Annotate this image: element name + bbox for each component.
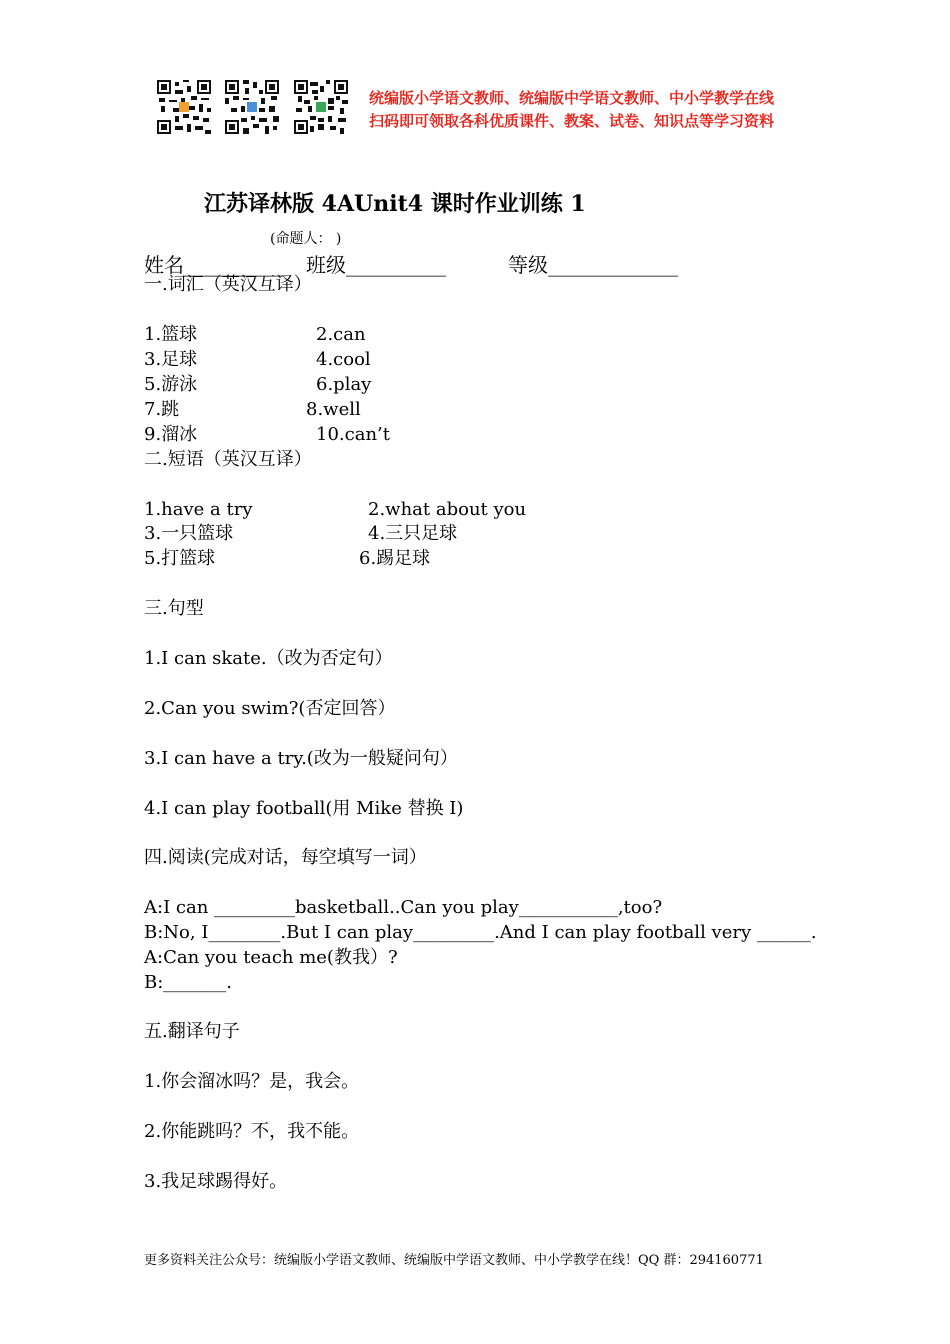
sentence-item: 1.I can skate.（改为否定句） <box>144 648 393 669</box>
phrase-item: 3.一只篮球 <box>144 523 234 544</box>
sentence-item: 3.I can have a try.(改为一般疑问句） <box>144 748 458 769</box>
section-5-heading: 五.翻译句子 <box>144 1021 240 1042</box>
vocab-item: 10.can’t <box>316 424 390 445</box>
translation-item: 2.你能跳吗？不，我不能。 <box>144 1121 360 1142</box>
vocab-item: 6.play <box>316 374 372 395</box>
footer-text: 更多资料关注公众号：统编版小学语文教师、统编版中学语文教师、中小学教学在线！QQ 群：294160771 <box>144 1253 764 1268</box>
phrase-item: 6.踢足球 <box>359 548 431 569</box>
vocab-item: 8.well <box>306 399 361 420</box>
sentence-item: 4.I can play football(用 Mike 替换 I) <box>144 798 464 819</box>
vocab-item: 3.足球 <box>144 349 198 370</box>
vocab-item: 5.游泳 <box>144 374 198 395</box>
section-3-heading: 三.句型 <box>144 598 204 619</box>
page-title: 江苏译林版 4AUnit4 课时作业训练 1 <box>204 191 586 217</box>
dialogue-line: B:_______. <box>144 972 233 993</box>
vocab-item: 2.can <box>316 324 366 345</box>
translation-item: 1.你会溜冰吗？是，我会。 <box>144 1071 360 1092</box>
grade-field: 等级_____________ <box>508 253 678 277</box>
section-1-heading: 一.词汇（英汉互译） <box>144 274 312 295</box>
dialogue-line: A:I can _________basketball..Can you play___________,too? <box>144 897 663 918</box>
section-4-heading: 四.阅读(完成对话，每空填写一词） <box>144 847 427 868</box>
phrase-item: 4.三只足球 <box>368 523 458 544</box>
dialogue-line: A:Can you teach me(教我）? <box>144 947 398 968</box>
vocab-item: 4.cool <box>316 349 371 370</box>
vocab-item: 7.跳 <box>144 399 180 420</box>
phrase-item: 1.have a try <box>144 499 253 520</box>
translation-item: 3.我足球踢得好。 <box>144 1171 288 1192</box>
class-field: 班级__________ <box>306 253 446 277</box>
promo-line-2: 扫码即可领取各科优质课件、教案、试卷、知识点等学习资料 <box>369 112 775 130</box>
qr-code-2 <box>225 80 279 134</box>
dialogue-line: B:No, I________.But I can play_________.And I can play football very ______. <box>144 922 817 943</box>
promo-line-1: 统编版小学语文教师、统编版中学语文教师、中小学教学在线 <box>369 89 775 107</box>
vocab-item: 9.溜冰 <box>144 424 198 445</box>
author-line: (命题人： ) <box>270 231 342 247</box>
phrase-item: 5.打篮球 <box>144 548 216 569</box>
qr-code-3 <box>294 80 348 134</box>
name-field: 姓名__________ <box>144 253 284 277</box>
section-2-heading: 二.短语（英汉互译） <box>144 449 312 470</box>
phrase-item: 2.what about you <box>368 499 527 520</box>
qr-code-1 <box>157 80 211 134</box>
sentence-item: 2.Can you swim?(否定回答） <box>144 698 396 719</box>
vocab-item: 1.篮球 <box>144 324 198 345</box>
